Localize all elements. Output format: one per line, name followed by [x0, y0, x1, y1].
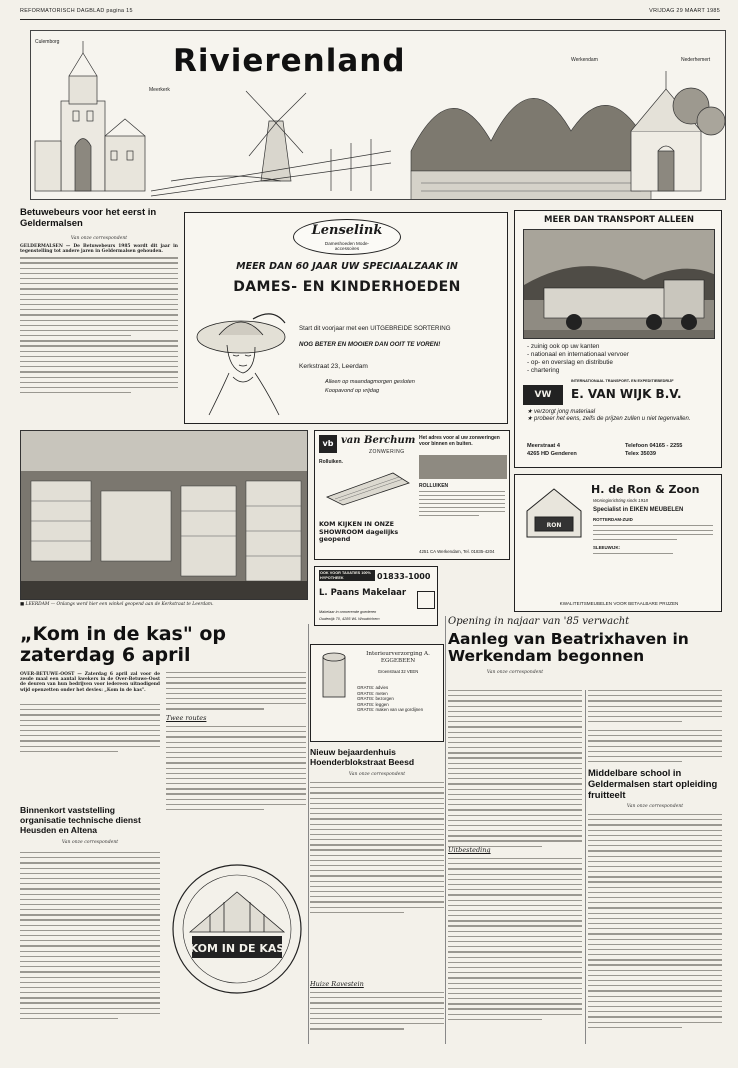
- berchum-showroom: KOM KIJKEN IN ONZE SHOWROOM dagelijks geopend: [319, 520, 399, 544]
- nvm-logo-icon: [417, 591, 435, 609]
- berchum-brand: van Berchum: [341, 435, 416, 446]
- kom-in-de-kas-logo: [170, 862, 304, 996]
- article-werkendam: [448, 616, 720, 675]
- article-werkendam-body-col1b: [448, 858, 582, 1024]
- shop-interior-illustration: [21, 431, 308, 600]
- vanwijk-photo-truck: [523, 229, 715, 339]
- ad-eggebeen: [310, 644, 444, 742]
- eggebeen-item: GRATIS: maken van uw gordijnen: [357, 707, 424, 713]
- article-kom-in-de-kas: [20, 624, 306, 667]
- article-kas-headline: „Kom in de kas" op zaterdag 6 april: [20, 623, 227, 667]
- eggebeen-title: Interieurverzorging A. EGGEBEEN: [366, 651, 430, 664]
- lenselink-brand: Lenselink: [311, 223, 383, 238]
- vanwijk-address2: 4265 HD Genderen: [527, 451, 577, 457]
- truck-photo-illustration: [524, 230, 715, 339]
- vanwijk-company-sub: INTERNATIONAAL TRANSPORT- EN EXPEDITIEBEDRIJF: [571, 379, 674, 383]
- vanwijk-star-item: ★ verzorgt jong materiaal: [527, 409, 596, 415]
- deron-address-list: [593, 525, 713, 543]
- berchum-item1: Rolluiken.: [319, 459, 343, 465]
- article-kas-lead: OVER-BETUWE-OOST — Zaterdag 6 april zal voor de zesde maal een aantal kwekers in de Over-Betuwe-Oost de deuren van hun bedrijven voor iedereen uitnodigend wijd openzetten onder het devies: „Kom in de kas".: [20, 672, 160, 693]
- vanwijk-bullet: - zuinig ook op uw kanten: [527, 343, 600, 350]
- place-label-nederhemert: Nederhemert: [681, 57, 711, 63]
- berchum-address-title: Het adres voor al uw zonweringen voor binnen en buiten.: [419, 435, 500, 447]
- ad-paans: [314, 566, 438, 626]
- article-heusden-body: [20, 852, 160, 1023]
- deron-city1: ROTTERDAM-ZUID: [593, 517, 633, 522]
- place-label-meerkerk: Meerkerk: [149, 87, 170, 93]
- lenselink-hours1: Alleen op maandagmorgen gesloten: [325, 379, 415, 385]
- photo-shop-caption: ■ LEERDAM — Onlangs werd hier een winkel geopend aan de Kerkstraat te Leerdam.: [20, 602, 214, 607]
- eggebeen-item: GRATIS: leggen: [357, 701, 389, 707]
- ad-van-berchum: [314, 430, 510, 560]
- paans-name: L. Paans Makelaar: [319, 588, 407, 598]
- ad-van-wijk: [514, 210, 722, 468]
- deron-city2: SLEEUWIJK:: [593, 545, 621, 550]
- svg-text:RON: RON: [546, 522, 562, 529]
- eggebeen-item: GRATIS: advies: [357, 685, 389, 690]
- article-betuwebeurs: [20, 208, 178, 397]
- article-fruit-headline: Middelbare school in Geldermalsen start opleiding fruitteelt: [588, 767, 718, 800]
- article-heusden-headline: Binnenkort vaststelling organisatie technische dienst Heusden en Altena: [20, 805, 141, 835]
- lenselink-tagline: MEER DAN 60 JAAR UW SPECIAALZAAK IN: [236, 261, 458, 272]
- house-logo-illustration: [521, 485, 587, 541]
- article-beesd-body: [310, 782, 444, 917]
- lenselink-line2: NOG BETER EN MOOIER DAN OOIT TE VOREN!: [299, 341, 441, 348]
- ad-lenselink: [184, 212, 508, 424]
- article-beesd-byline: Van onze correspondent: [348, 771, 406, 777]
- vanwijk-star-list: [527, 409, 717, 424]
- lenselink-hours2: Koopavond op vrijdag: [325, 388, 380, 394]
- paans-sub: Makelaar in onroerende goederen: [319, 610, 377, 614]
- article-kas-body-col2b: [166, 726, 306, 814]
- eggebeen-list: [357, 685, 441, 713]
- article-betuwebeurs-lead: GELDERMALSEN — De Betuwebeurs 1985 wordt dit jaar in tegenstelling tot andere jaren in Geldermalsen gehouden.: [20, 243, 178, 255]
- berchum-logo: vb: [319, 435, 337, 453]
- lenselink-brand-sub: Dameshoeden Mode-accessoires: [324, 241, 370, 252]
- column-rule: [308, 624, 309, 1044]
- place-label-culemborg: Culemborg: [35, 39, 60, 45]
- paans-address: Oudewijk 70, 4285 WL Woudrichem: [319, 617, 380, 621]
- vanwijk-star-item: ★ probeer het eens, zeifs de prijzen zullen u niet tegenvallen.: [527, 416, 691, 423]
- article-beesd-headline: Nieuw bejaardenhuis Hoenderblokstraat Beesd: [310, 747, 415, 767]
- header-right: VRIJDAG 29 MAART 1985: [649, 8, 720, 14]
- eggebeen-item: GRATIS: bezorgen: [357, 696, 394, 702]
- article-werkendam-kicker: Opening in najaar van '85 verwacht: [448, 616, 630, 627]
- article-werkendam-headline: Aanleg van Beatrixhaven in Werkendam begonnen: [448, 630, 689, 666]
- article-betuwebeurs-headline: Betuwebeurs voor het eerst in Geldermalsen: [20, 207, 157, 229]
- rolluik-illustration: [323, 467, 413, 507]
- deron-specialty: Specialist in EIKEN MEUBELEN: [593, 507, 684, 513]
- article-heusden-byline: Van onze correspondent: [61, 839, 119, 845]
- berchum-address: 4251 CA Werkendam, Tel. 01835-4204: [419, 549, 495, 554]
- vanwijk-logo: VW: [523, 385, 563, 405]
- lady-with-hat-illustration: [193, 307, 293, 419]
- article-fruit-body: [588, 814, 722, 1032]
- berchum-sub: ZONWERING: [369, 449, 405, 455]
- vanwijk-address1: Meerstraat 4: [527, 443, 560, 449]
- section-title: Rivierenland: [173, 43, 406, 79]
- vanwijk-bullet: - chartering: [527, 367, 560, 374]
- paans-top: OOK VOOR TAXATIES 100% HYPOTHEEK: [319, 570, 375, 581]
- vanwijk-bullet: - op- en overslag en distributie: [527, 359, 613, 366]
- article-betuwebeurs-byline: Van onze correspondent: [70, 235, 128, 241]
- berchum-photo: [419, 455, 507, 479]
- article-beesd-subhead: Huize Ravestein: [310, 980, 364, 988]
- article-beesd: [310, 748, 444, 777]
- paans-phone: 01833-1000: [377, 572, 431, 581]
- article-beesd-body-2: [310, 992, 444, 1034]
- article-betuwebeurs-body: [20, 257, 178, 393]
- lenselink-address: Kerkstraat 23, Leerdam: [299, 363, 368, 370]
- header-rule: [20, 19, 720, 20]
- vanwijk-phone: Telefoon 04165 - 2255: [625, 443, 683, 449]
- deron-title: H. de Ron & Zoon: [591, 483, 700, 496]
- page-header: [20, 6, 720, 16]
- place-label-werkendam: Werkendam: [571, 57, 598, 63]
- article-werkendam-subhead: Uitbesteding: [448, 846, 491, 854]
- column-rule: [445, 616, 446, 1044]
- vanwijk-bullet-list: [527, 343, 717, 375]
- eggebeen-address: Groenstraat 32 VEEN: [377, 669, 419, 674]
- berchum-item2: ROLLUIKEN: [419, 483, 449, 489]
- vanwijk-telex: Telex 35039: [625, 451, 656, 457]
- article-fruit-byline: Van onze correspondent: [626, 804, 684, 810]
- vanwijk-bullet: - nationaal en internationaal vervoer: [527, 351, 629, 358]
- kom-in-de-kas-logo-text: KOM IN DE KAS: [189, 942, 285, 955]
- article-heusden: [20, 806, 160, 845]
- lenselink-line1: Start dit voorjaar met een UITGEBREIDE SORTERING: [299, 325, 451, 332]
- article-werkendam-byline: Van onze correspondent: [486, 669, 544, 675]
- carpet-roll-icon: [315, 651, 355, 701]
- deron-footer: KWALITEITSMEUBELEN VOOR BETAALBARE PRIJZEN: [559, 601, 679, 606]
- photo-shop-interior: [20, 430, 308, 600]
- column-rule: [585, 690, 586, 1044]
- article-kas-body-col1: [20, 704, 160, 756]
- article-werkendam-body-col1: [448, 690, 582, 851]
- newspaper-page: [12, 0, 728, 1068]
- deron-sub: Woninginrichting sinds 1918: [593, 498, 648, 503]
- berchum-item-list: [419, 491, 505, 519]
- vanwijk-company: E. VAN WIJK B.V.: [571, 387, 682, 401]
- article-kas-body-col2: [166, 672, 306, 714]
- section-banner: [30, 30, 726, 200]
- deron-address-list-2: [593, 553, 673, 558]
- ad-de-ron: [514, 474, 722, 612]
- eggebeen-item: GRATIS: meten: [357, 690, 388, 696]
- article-fruit: [588, 768, 722, 809]
- lenselink-product: DAMES- EN KINDERHOEDEN: [233, 279, 461, 295]
- article-werkendam-body-col2: [588, 690, 722, 726]
- article-fruit-intro: [588, 730, 722, 766]
- vanwijk-title: MEER DAN TRANSPORT ALLEEN: [544, 215, 694, 225]
- article-kas-subhead: Twee routes: [166, 714, 207, 722]
- header-left: REFORMATORISCH DAGBLAD pagina 15: [20, 8, 133, 14]
